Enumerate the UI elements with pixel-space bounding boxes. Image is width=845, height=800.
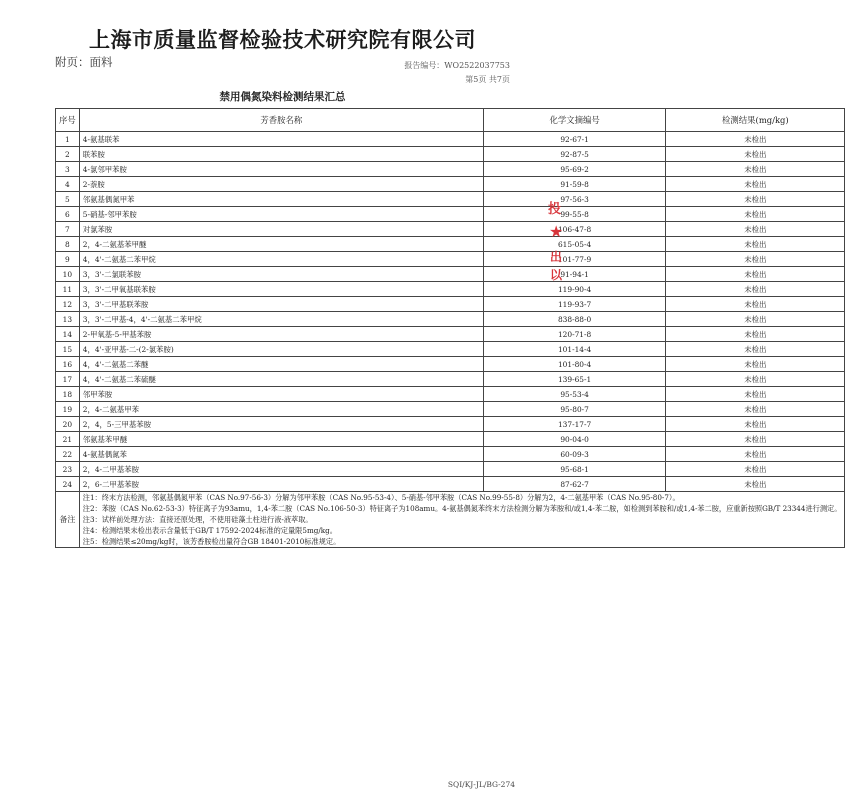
- amine-name: 4，4'-二氨基二苯甲烷: [79, 252, 483, 267]
- cas-number: 95-68-1: [483, 462, 665, 477]
- table-row: [56, 387, 845, 402]
- footer-form-code: SQI/KJ-JL/BG-274: [447, 780, 515, 789]
- amine-name: 2-甲氧基-5-甲基苯胺: [79, 327, 483, 342]
- amine-name: 2，4，5-三甲基苯胺: [79, 417, 483, 432]
- cas-number: 91-59-8: [483, 177, 665, 192]
- remark-note: 注2：苯胺（CAS No.62-53-3）特征离子为93amu，1,4-苯二胺（CAS No.106-50-3）特征离子为108amu。4-氨基偶氮苯终末方法检测分解为苯胺和/或1,4-苯二胺，如检测到苯胺和/或1,4-苯二胺，应重新按照GB/T 23344进行测定。: [82, 504, 842, 513]
- amine-name: 4，4'-亚甲基-二-(2-氯苯胺): [79, 342, 483, 357]
- organization-name: 上海市质量监督检验技术研究院有限公司: [89, 28, 476, 52]
- remark-note: 注4：检测结果未检出表示含量低于GB/T 17592-2024标准的定量限5mg/kg。: [82, 526, 337, 535]
- row-index: 5: [56, 192, 80, 207]
- table-row: [56, 462, 845, 477]
- row-index: 4: [56, 177, 80, 192]
- table-row: [56, 207, 845, 222]
- amine-name: 3，3'-二甲基联苯胺: [79, 297, 483, 312]
- row-index: 16: [56, 357, 80, 372]
- test-result: 未检出: [666, 342, 845, 357]
- amine-name: 邻氨基苯甲醚: [79, 432, 483, 447]
- row-index: 12: [56, 297, 80, 312]
- cas-number: 106-47-8: [483, 222, 665, 237]
- stamp-char: 以: [550, 268, 563, 282]
- test-result: 未检出: [666, 282, 845, 297]
- remarks-row: [56, 492, 845, 548]
- cas-number: 95-69-2: [483, 162, 665, 177]
- table-title: 禁用偶氮染料检测结果汇总: [219, 91, 346, 103]
- header-index: 序号: [56, 109, 80, 132]
- row-index: 21: [56, 432, 80, 447]
- cas-number: 101-14-4: [483, 342, 665, 357]
- test-result: 未检出: [666, 132, 845, 147]
- cas-number: 119-93-7: [483, 297, 665, 312]
- amine-name: 3，3'-二氯联苯胺: [79, 267, 483, 282]
- cas-number: 95-80-7: [483, 402, 665, 417]
- row-index: 7: [56, 222, 80, 237]
- table-row: [56, 327, 845, 342]
- test-result: 未检出: [666, 432, 845, 447]
- table-row: [56, 222, 845, 237]
- table-row: [56, 402, 845, 417]
- table-row: [56, 432, 845, 447]
- row-index: 19: [56, 402, 80, 417]
- amine-name: 3，3'-二甲氧基联苯胺: [79, 282, 483, 297]
- test-result: 未检出: [666, 372, 845, 387]
- cas-number: 838-88-0: [483, 312, 665, 327]
- table-row: [56, 342, 845, 357]
- row-index: 23: [56, 462, 80, 477]
- amine-name: 邻氨基偶氮甲苯: [79, 192, 483, 207]
- test-result: 未检出: [666, 222, 845, 237]
- table-body: [56, 132, 845, 492]
- test-result: 未检出: [666, 147, 845, 162]
- cas-number: 119-90-4: [483, 282, 665, 297]
- stamp-char: 出: [550, 250, 563, 264]
- table-row: [56, 297, 845, 312]
- amine-name: 4，4'-二氨基二苯硫醚: [79, 372, 483, 387]
- amine-name: 5-硝基-邻甲苯胺: [79, 207, 483, 222]
- amine-name: 2-萘胺: [79, 177, 483, 192]
- amine-name: 联苯胺: [79, 147, 483, 162]
- remark-note: 注5：检测结果≤20mg/kg时，该芳香胺检出量符合GB 18401-2010标准规定。: [82, 537, 341, 546]
- table-row: [56, 282, 845, 297]
- amine-name: 对氯苯胺: [79, 222, 483, 237]
- row-index: 8: [56, 237, 80, 252]
- report-number: 报告编号：WO2522037753: [404, 61, 510, 70]
- amine-name: 2，4-二氨基甲苯: [79, 402, 483, 417]
- table-row: [56, 252, 845, 267]
- cas-number: 92-87-5: [483, 147, 665, 162]
- amine-name: 4-氨基联苯: [79, 132, 483, 147]
- row-index: 11: [56, 282, 80, 297]
- table-row: [56, 147, 845, 162]
- row-index: 10: [56, 267, 80, 282]
- header-result: 检测结果(mg/kg): [666, 109, 845, 132]
- table-row: [56, 237, 845, 252]
- test-result: 未检出: [666, 402, 845, 417]
- row-index: 9: [56, 252, 80, 267]
- remark-note: 注1：终末方法检测，邻氨基偶氮甲苯（CAS No.97-56-3）分解为邻甲苯胺（CAS No.95-53-4）、5-硝基-邻甲苯胺（CAS No.99-55-8）分解为2，4-二氨基甲苯（CAS No.95-80-7）。: [82, 493, 680, 502]
- row-index: 15: [56, 342, 80, 357]
- cas-number: 101-80-4: [483, 357, 665, 372]
- attachment-label: 附页：面料: [55, 55, 113, 69]
- test-result: 未检出: [666, 237, 845, 252]
- test-result: 未检出: [666, 252, 845, 267]
- amine-name: 2，6-二甲基苯胺: [79, 477, 483, 492]
- page-info: 第5页 共7页: [465, 75, 510, 84]
- test-result: 未检出: [666, 327, 845, 342]
- test-result: 未检出: [666, 267, 845, 282]
- amine-name: 4，4'-二氨基二苯醚: [79, 357, 483, 372]
- row-index: 20: [56, 417, 80, 432]
- test-result: 未检出: [666, 177, 845, 192]
- test-result: 未检出: [666, 312, 845, 327]
- row-index: 24: [56, 477, 80, 492]
- cas-number: 120-71-8: [483, 327, 665, 342]
- amine-name: 3，3'-二甲基-4，4'-二氨基二苯甲烷: [79, 312, 483, 327]
- remarks-notes: [79, 492, 845, 548]
- row-index: 14: [56, 327, 80, 342]
- cas-number: 95-53-4: [483, 387, 665, 402]
- row-index: 3: [56, 162, 80, 177]
- row-index: 2: [56, 147, 80, 162]
- test-result: 未检出: [666, 192, 845, 207]
- remark-note: 注3：试样前处理方法：直接还原处理，不使用硅藻土柱进行液-液萃取。: [82, 515, 313, 524]
- test-result: 未检出: [666, 297, 845, 312]
- cas-number: 99-55-8: [483, 207, 665, 222]
- table-row: [56, 267, 845, 282]
- header-cas-number: 化学文摘编号: [483, 109, 665, 132]
- test-result: 未检出: [666, 357, 845, 372]
- table-row: [56, 372, 845, 387]
- test-result: 未检出: [666, 387, 845, 402]
- table-row: [56, 177, 845, 192]
- table-row: [56, 477, 845, 492]
- test-result: 未检出: [666, 462, 845, 477]
- test-result: 未检出: [666, 207, 845, 222]
- cas-number: 615-05-4: [483, 237, 665, 252]
- stamp-star-icon: ★: [549, 222, 564, 241]
- row-index: 22: [56, 447, 80, 462]
- test-result: 未检出: [666, 477, 845, 492]
- cas-number: 90-04-0: [483, 432, 665, 447]
- table-row: [56, 162, 845, 177]
- table-header-row: [56, 109, 845, 132]
- row-index: 1: [56, 132, 80, 147]
- test-result: 未检出: [666, 417, 845, 432]
- header-amine-name: 芳香胺名称: [79, 109, 483, 132]
- cas-number: 92-67-1: [483, 132, 665, 147]
- cas-number: 139-65-1: [483, 372, 665, 387]
- table-row: [56, 132, 845, 147]
- results-table: [55, 108, 845, 548]
- table-row: [56, 357, 845, 372]
- cas-number: 87-62-7: [483, 477, 665, 492]
- table-row: [56, 192, 845, 207]
- cas-number: 101-77-9: [483, 252, 665, 267]
- amine-name: 2，4-二甲基苯胺: [79, 462, 483, 477]
- cas-number: 91-94-1: [483, 267, 665, 282]
- row-index: 18: [56, 387, 80, 402]
- test-result: 未检出: [666, 447, 845, 462]
- stamp-char: 投: [548, 202, 562, 217]
- row-index: 6: [56, 207, 80, 222]
- cas-number: 97-56-3: [483, 192, 665, 207]
- table-row: [56, 312, 845, 327]
- cas-number: 60-09-3: [483, 447, 665, 462]
- row-index: 17: [56, 372, 80, 387]
- row-index: 13: [56, 312, 80, 327]
- table-row: [56, 447, 845, 462]
- cas-number: 137-17-7: [483, 417, 665, 432]
- test-result: 未检出: [666, 162, 845, 177]
- amine-name: 2，4-二氨基苯甲醚: [79, 237, 483, 252]
- amine-name: 邻甲苯胺: [79, 387, 483, 402]
- amine-name: 4-氨基偶氮苯: [79, 447, 483, 462]
- amine-name: 4-氯邻甲苯胺: [79, 162, 483, 177]
- table-row: [56, 417, 845, 432]
- remarks-label: 备注: [56, 492, 80, 548]
